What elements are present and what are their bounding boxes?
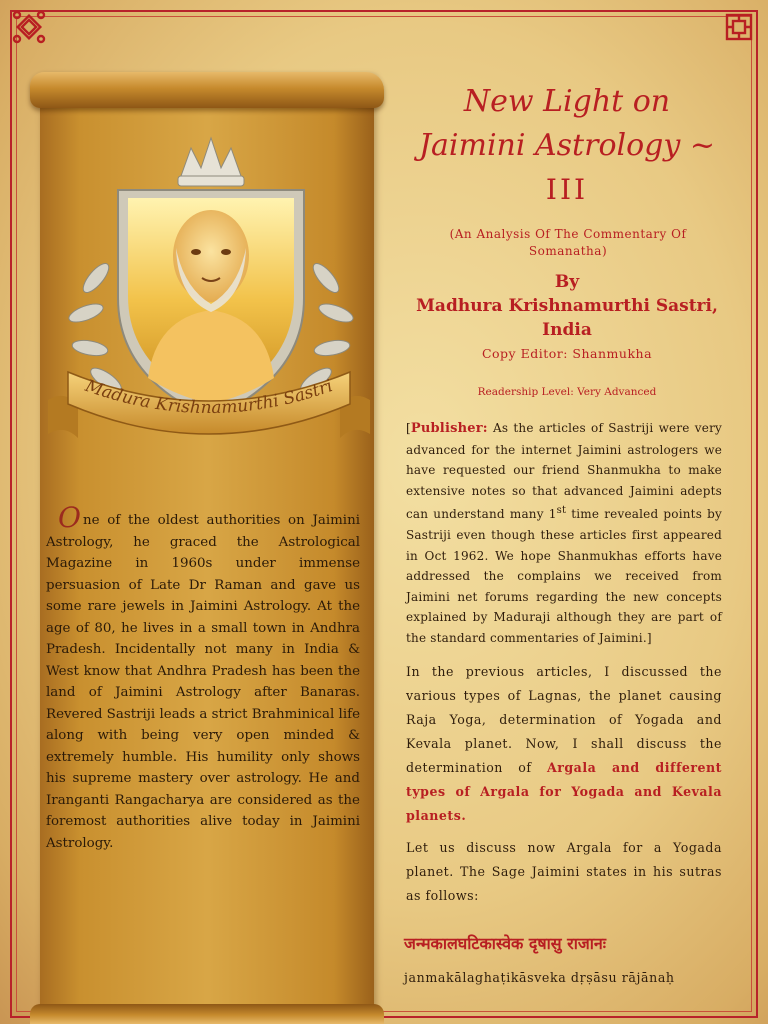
byline bbox=[404, 270, 730, 342]
author-name: Madhura Krishnamurthi Sastri, India bbox=[416, 296, 718, 340]
sanskrit-sutra: जन्मकालघटिकास्वेक दृषासु राजानः bbox=[404, 934, 606, 953]
dropcap-letter: O bbox=[58, 501, 81, 534]
author-biography bbox=[46, 501, 360, 854]
publisher-label: Publisher: bbox=[410, 421, 488, 436]
para2-text: In the previous articles, I discussed the various types of Lagnas, the planet causing Raja Yoga, determination of Yogada and Kevala planet. Now, I shall discuss the determination of bbox=[406, 664, 722, 775]
publisher-note bbox=[406, 418, 722, 649]
crown-icon bbox=[178, 138, 244, 186]
ribbon-banner-icon bbox=[44, 360, 374, 460]
ordinal-suffix: st bbox=[556, 505, 567, 517]
endless-knot-icon bbox=[12, 10, 46, 44]
endless-knot-icon bbox=[722, 10, 756, 44]
readership-level: Readership Level: Very Advanced bbox=[477, 386, 657, 398]
by-label: By bbox=[554, 272, 580, 292]
para2-highlight: Argala and different types of Argala for Yogada and Kevala planets. bbox=[406, 760, 722, 823]
scroll-roll-bottom bbox=[30, 1004, 384, 1024]
sutra-transliteration: janmakālaghaṭikāsveka dṛṣāsu rājānaḥ bbox=[404, 970, 675, 985]
copy-editor: Copy Editor: Shanmukha bbox=[481, 346, 653, 361]
publisher-text-a: As the articles of Sastriji were very advanced for the internet Jaimini astrologers we have requested our friend Shanmukha to make extensive notes so that advanced Jaimini adepts can understand many 1 bbox=[406, 421, 722, 522]
title-line-1: New Light on bbox=[463, 84, 671, 119]
title-line-2: Jaimini Astrology ~ bbox=[418, 128, 715, 163]
paragraph-previous-articles bbox=[406, 660, 722, 828]
page-title bbox=[404, 80, 730, 212]
subtitle: (An Analysis Of The Commentary Of Somanatha) bbox=[449, 227, 687, 258]
bracket-open: [ bbox=[406, 421, 411, 435]
bio-text: ne of the oldest authorities on Jaimini Astrology, he graced the Astrological Magazine in 1960s under immense persuasion of Late Dr Raman and gave us some rare jewels in Jaimini Astrology. At the age of 80, he lives in a small town in Andhra Pradesh. Incidentally not many in India & West know that Andhra Pradesh has been the land of Jaimini Astrology after Banaras. Revered Sastriji leads a strict Brahminical life along with being very open minded & extremely humble. His humility only shows his supreme mastery over astrology. He and Iranganti Rangacharya are considered as the foremost authorities alive today in Jaimini Astrology. bbox=[46, 513, 360, 851]
paragraph-argala-intro: Let us discuss now Argala for a Yogada planet. The Sage Jaimini states in his sutras as follows: bbox=[406, 840, 722, 903]
scroll-roll-top bbox=[30, 72, 384, 108]
publisher-text-b: time revealed points by Sastriji even though these articles first appeared in Oct 1962. We hope Shanmukhas efforts have addressed the complains we received from Jaimini net forums regarding the new concepts explained by Maduraji although they are part of the standard commentaries of Jaimini.] bbox=[406, 507, 722, 645]
title-line-3: III bbox=[545, 173, 589, 206]
banner-name: Madura Krishnamurthi Sastri bbox=[82, 375, 336, 419]
